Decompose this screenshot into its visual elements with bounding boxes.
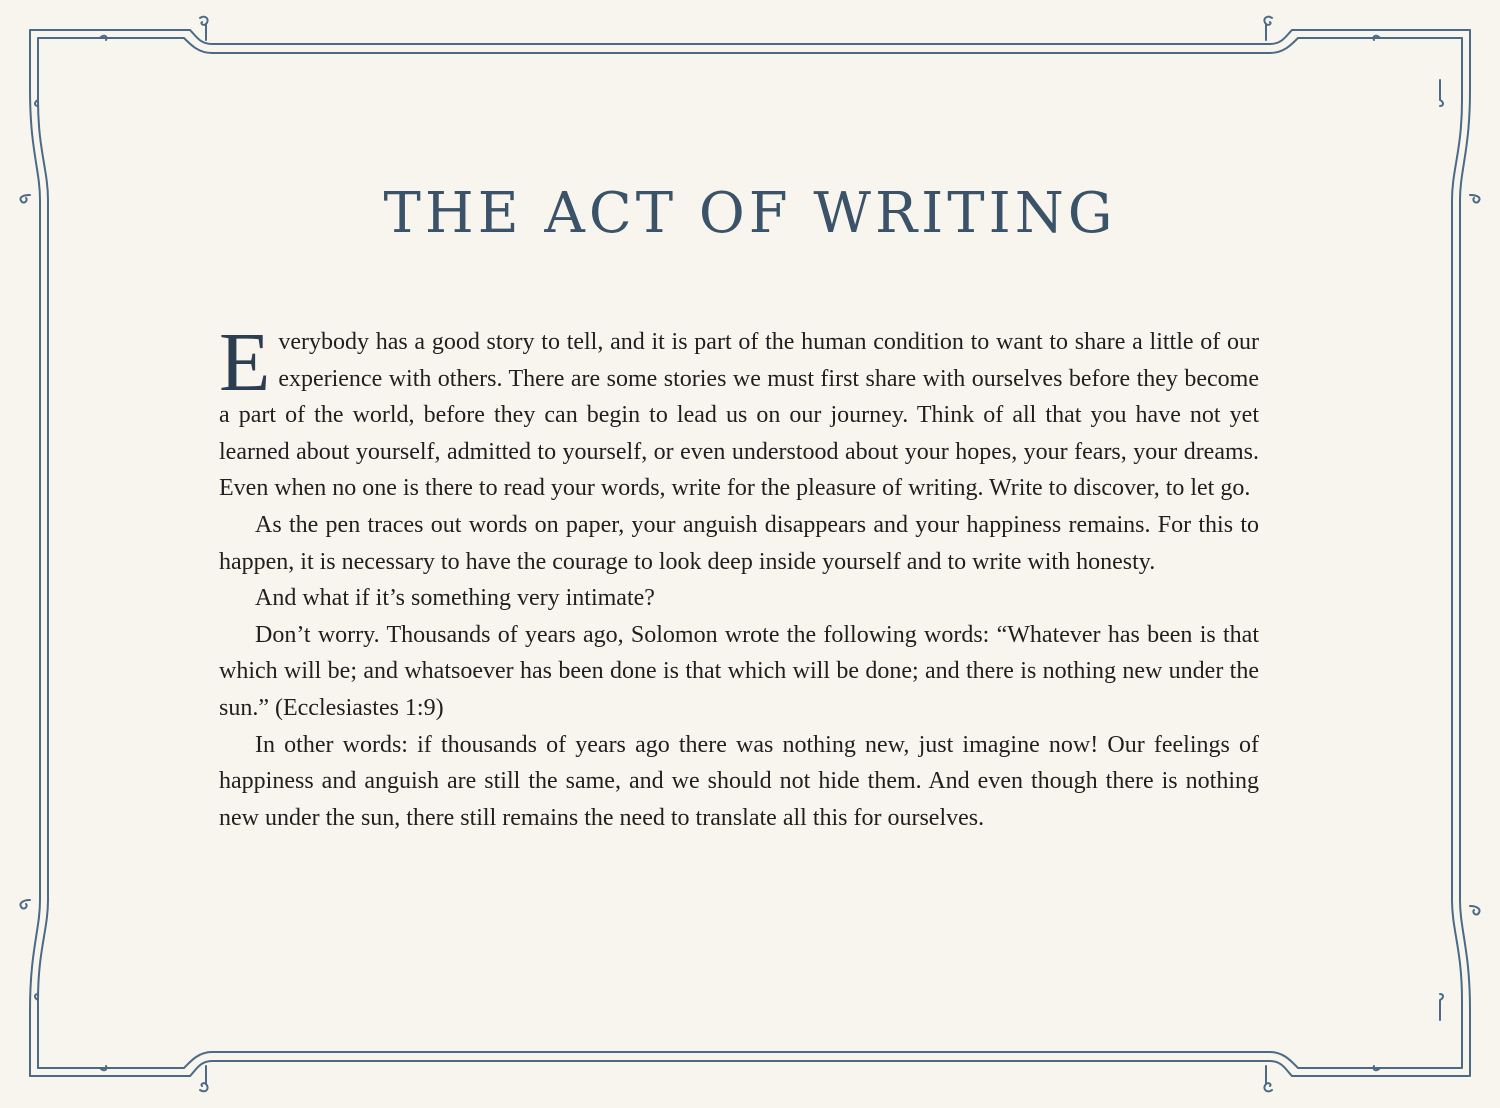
body-text [219, 316, 1259, 836]
paragraph-1 [219, 316, 1259, 507]
page-title: THE ACT OF WRITING [383, 181, 1117, 246]
paragraph-5: In other words: if thousands of years ago there was nothing new, just imagine now! Our feelings of happiness and anguish are still the same, and we should not hide them. And even though there is nothing new under the sun, there still remains the need to translate all this for ourselves. [219, 731, 1259, 831]
paragraph-4: Don’t worry. Thousands of years ago, Solomon wrote the following words: “Whatever has been is that which will be; and whatsoever has been done is that which will be done; and there is nothing new under the sun.” (Ecclesiastes 1:9) [219, 621, 1259, 721]
drop-cap: E [219, 316, 271, 409]
paragraph-1-text: verybody has a good story to tell, and it is part of the human condition to want to share a little of our experience with others. There are some stories we must first share with ourselves before they become a part of the world, before they can begin to lead us on our journey. Think of all that you have not yet learned about yourself, admitted to yourself, or even understood about your hopes, your fears, your dreams. Even when no one is there to read your words, write for the pleasure of writing. Write to discover, to let go. [219, 329, 1259, 502]
paragraph-2: As the pen traces out words on paper, your anguish disappears and your happiness remains. For this to happen, it is necessary to have the courage to look deep inside yourself and to write with honesty. [219, 511, 1259, 575]
paragraph-3: And what if it’s something very intimate? [255, 585, 655, 612]
